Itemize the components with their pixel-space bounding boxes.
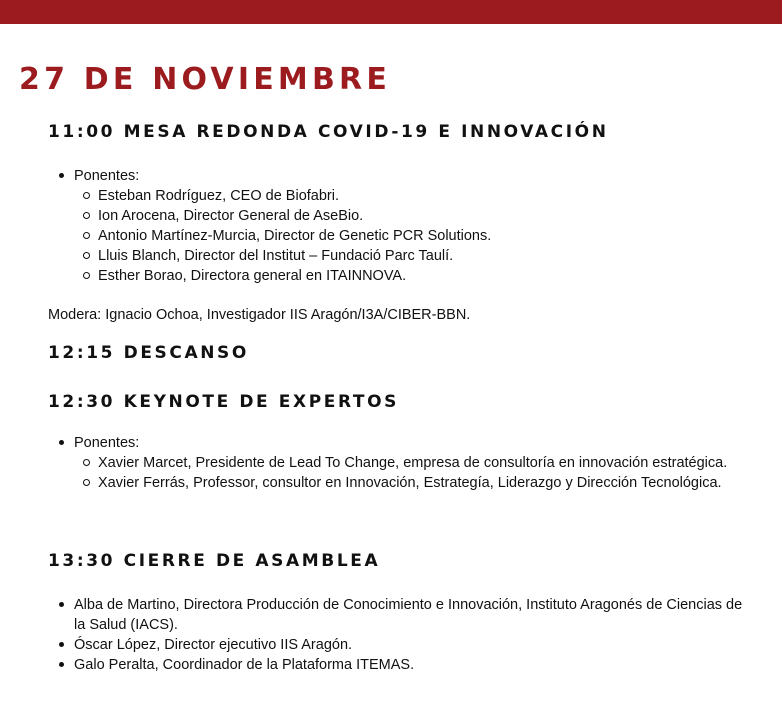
speaker-list (74, 453, 748, 493)
speaker-list (74, 186, 748, 286)
list-item: Xavier Marcet, Presidente de Lead To Change, empresa de consultoría en innovación estratégica. (74, 453, 748, 473)
closing-list (48, 595, 748, 675)
list-item: Xavier Ferrás, Professor, consultor en Innovación, Estrategía, Liderazgo y Dirección Tecnológica. (74, 473, 748, 493)
session-mesa-redonda (48, 120, 748, 325)
list-item: Óscar López, Director ejecutivo IIS Aragón. (48, 635, 748, 655)
session-heading: 11:00 MESA REDONDA COVID-19 E INNOVACIÓN (48, 122, 609, 142)
session-cierre (48, 549, 748, 675)
list-item: Galo Peralta, Coordinador de la Plataforma ITEMAS. (48, 655, 748, 675)
ponentes-list (48, 433, 748, 493)
list-item: Lluis Blanch, Director del Institut – Fundació Parc Taulí. (74, 246, 748, 266)
ponentes-label: Ponentes: (74, 168, 140, 184)
date-title: 27 DE NOVIEMBRE (19, 62, 392, 97)
list-item: Ion Arocena, Director General de AseBio. (74, 206, 748, 226)
list-item: Esther Borao, Directora general en ITAINNOVA. (74, 266, 748, 286)
session-descanso (48, 341, 748, 365)
list-item (48, 166, 748, 286)
session-heading: 13:30 CIERRE DE ASAMBLEA (48, 551, 381, 571)
list-item (48, 433, 748, 493)
session-heading: 12:15 DESCANSO (48, 343, 249, 363)
session-keynote (48, 390, 748, 493)
top-banner (0, 0, 782, 24)
session-heading: 12:30 KEYNOTE DE EXPERTOS (48, 392, 399, 412)
ponentes-list (48, 166, 748, 286)
list-item: Antonio Martínez-Murcia, Director de Genetic PCR Solutions. (74, 226, 748, 246)
list-item: Alba de Martino, Directora Producción de Conocimiento e Innovación, Instituto Aragonés de Ciencias de la Salud (IACS). (48, 595, 748, 635)
ponentes-label: Ponentes: (74, 435, 140, 451)
moderator-text: Modera: Ignacio Ochoa, Investigador IIS Aragón/I3A/CIBER-BBN. (48, 307, 471, 323)
list-item: Esteban Rodríguez, CEO de Biofabri. (74, 186, 748, 206)
